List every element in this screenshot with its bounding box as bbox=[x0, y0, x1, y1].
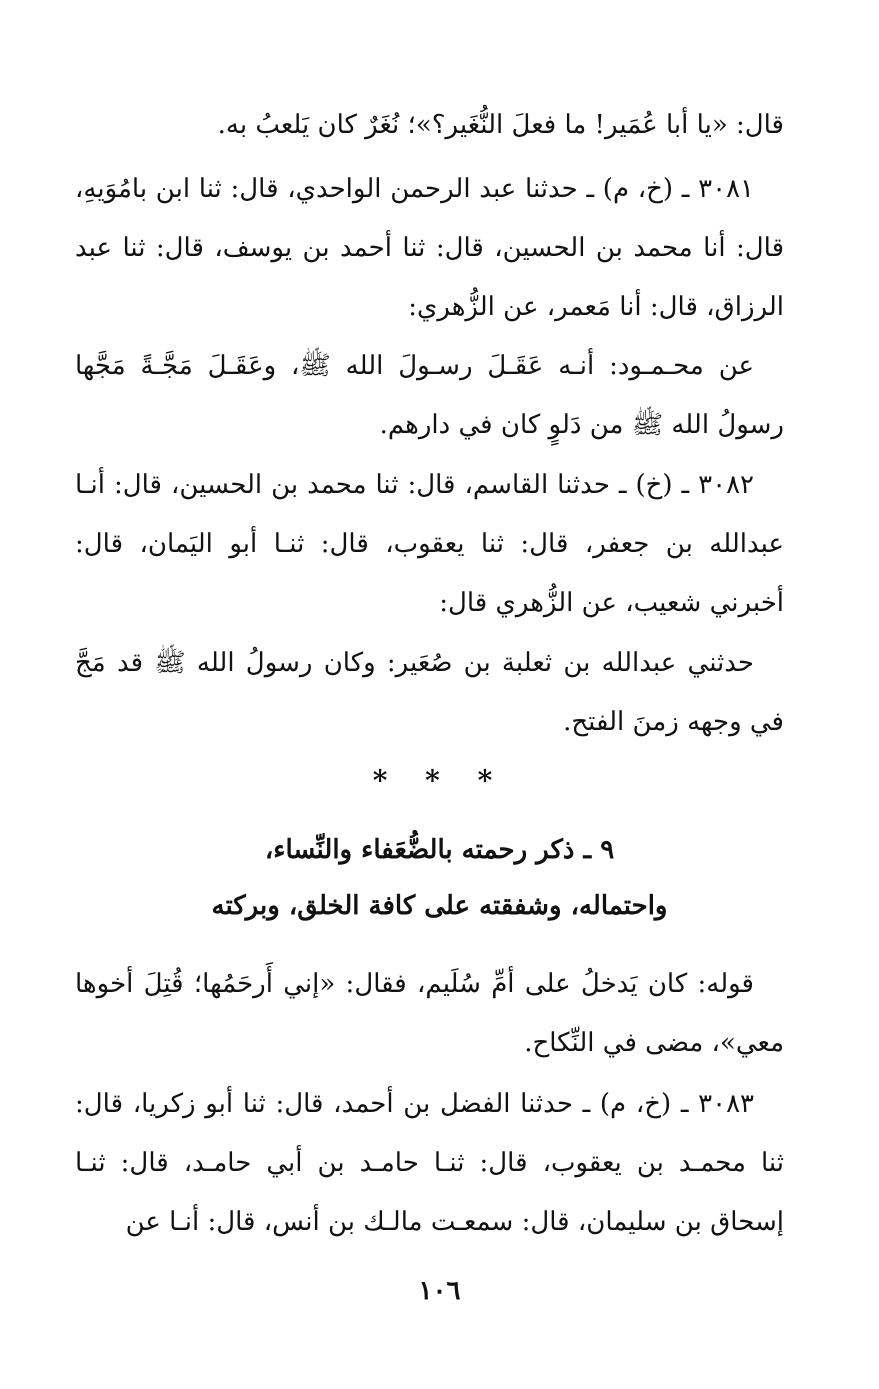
hadith-3082-matn: حدثني عبدالله بن ثعلبة بن صُعَير: وكان رسولُ الله ﷺ قد مَجَّ في وجهه زمنَ الفتح. bbox=[75, 648, 784, 737]
hadith-3081-isnad: ٣٠٨١ ـ (خ، م) ـ حدثنا عبد الرحمن الواحدي، قال: ثنا ابن بامُوَيهِ، قال: أنا محمد بن الحسين، قال: ثنا أحمد بن يوسف، قال: ثنا عبد الرزاق، قال: أنا مَعمر، عن الزُّهري: bbox=[75, 174, 784, 322]
hadith-3081-matn: عن محـمـود: أنـه عَقَـلَ رسـولَ الله ﷺ، وعَقَـلَ مَجَّـةً مَجَّها رسولُ الله ﷺ من دَلوٍ كان في دارهم. bbox=[75, 351, 784, 440]
section-heading-line-2: واحتماله، وشفقته على كافة الخلق، وبركته bbox=[211, 891, 668, 921]
hadith-3082-isnad: ٣٠٨٢ ـ (خ) ـ حدثنا القاسم، قال: ثنا محمد بن الحسين، قال: أنـا عبدالله بن جعفر، قال: ثنا يعقوب، قال: ثنـا أبو اليَمان، قال: أخبرني شعيب، عن الزُّهري قال: bbox=[75, 470, 784, 618]
paragraph-1: قال: «يا أبا عُمَير! ما فعلَ النُّغَير؟»؛ نُغَرٌ كان يَلعبُ به. bbox=[217, 110, 784, 140]
hadith-3083-isnad: ٣٠٨٣ ـ (خ، م) ـ حدثنا الفضل بن أحمد، قال: ثنا أبو زكريا، قال: ثنا محمـد بن يعقوب، قال: ثنـا حامـد بن أبي حامـد، قال: ثنـا إسحاق بن سليمان، قال: سمعـت مالـك بن أنس، قال: أنـا عن bbox=[75, 1089, 784, 1237]
section-heading-line-1: ٩ ـ ذكر رحمته بالضُّعَفاء والنِّساء، bbox=[264, 835, 615, 865]
page-number: ١٠٦ bbox=[418, 1276, 461, 1306]
paragraph-umm-sulaym: قوله: كان يَدخلُ على أمِّ سُلَيم، فقال: «إني أَرحَمُها؛ قُتِلَ أخوها معي»، مضى في النِّكاح. bbox=[75, 969, 784, 1058]
section-separator: * * * bbox=[372, 764, 507, 797]
